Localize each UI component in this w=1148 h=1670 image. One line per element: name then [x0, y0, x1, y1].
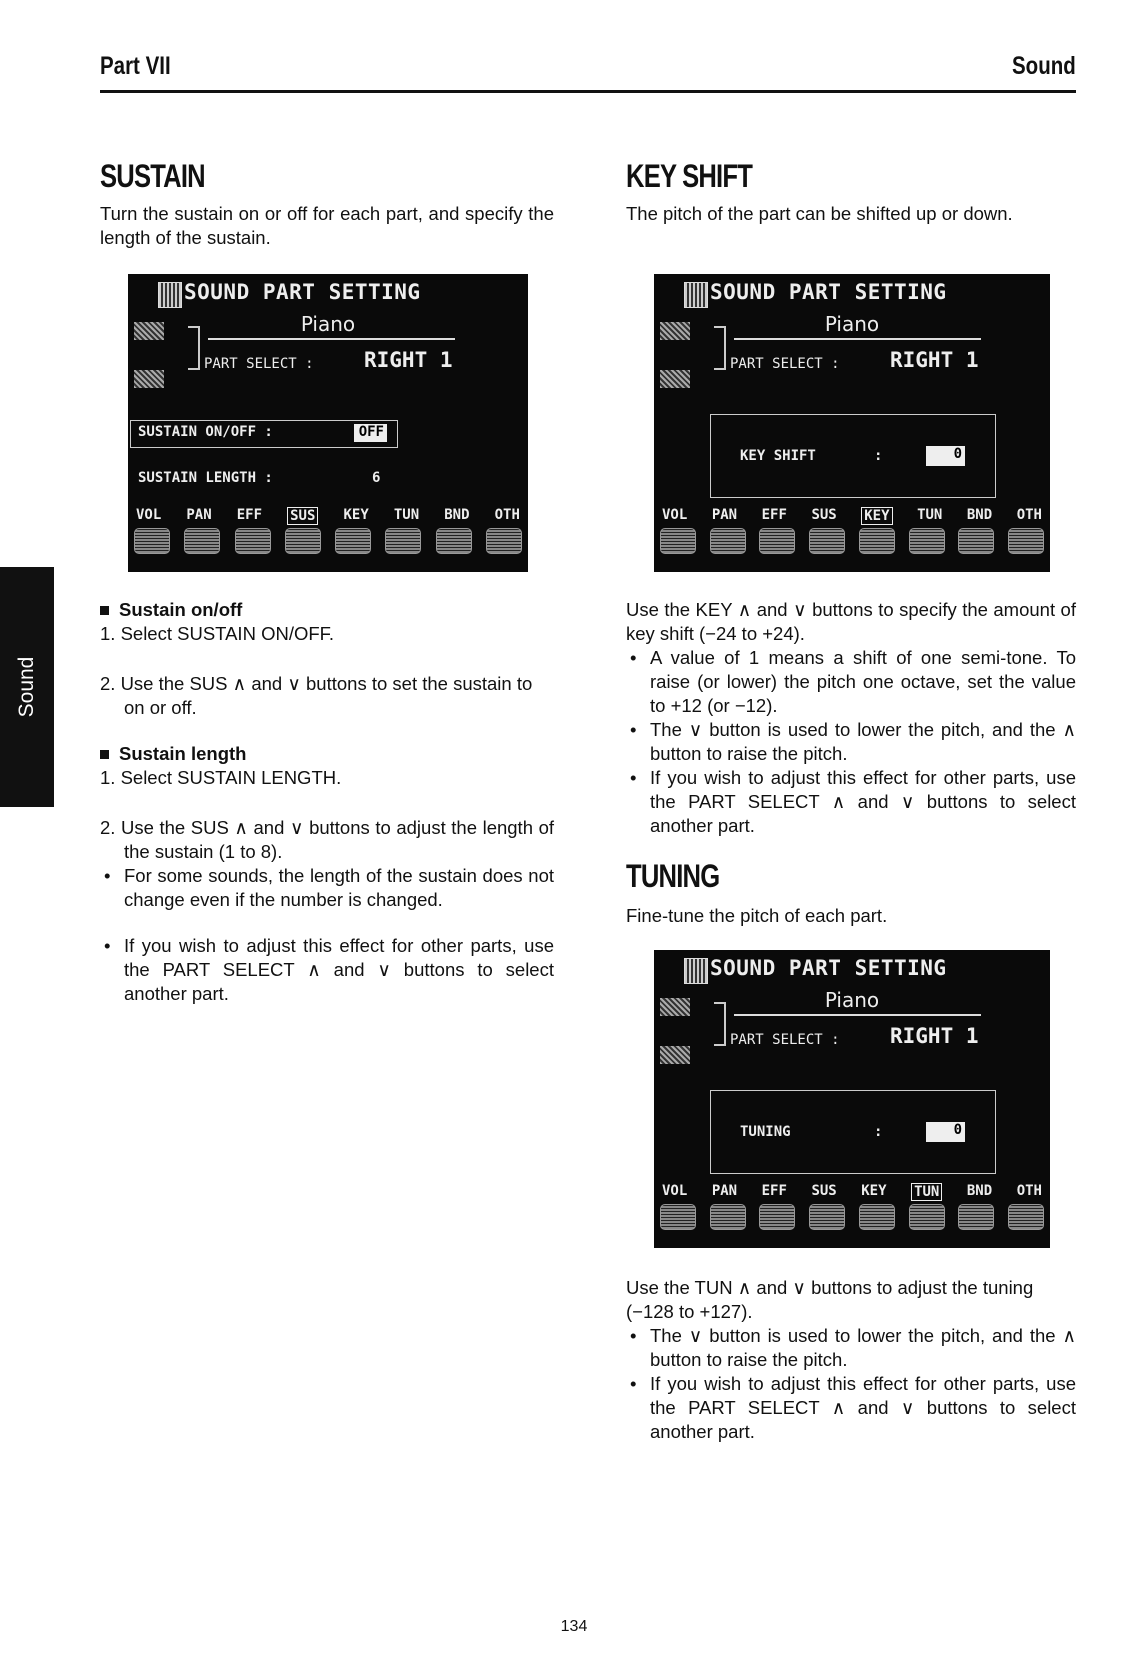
- tab-vol[interactable]: VOL: [662, 507, 688, 523]
- tab-sus[interactable]: SUS: [811, 507, 837, 523]
- keyshift-text: [626, 598, 1076, 838]
- sustain-onoff-heading: Sustain on/off: [100, 598, 554, 622]
- keyshift-colon: :: [874, 448, 883, 464]
- oth-button[interactable]: [486, 528, 522, 554]
- lcd-underline: [734, 1014, 981, 1016]
- lcd-sound-name: Piano: [824, 312, 880, 336]
- side-tab-label: Sound: [15, 656, 38, 718]
- lcd-sound-name: Piano: [300, 312, 356, 336]
- tab-key[interactable]: KEY: [343, 507, 369, 523]
- pan-button[interactable]: [710, 528, 746, 554]
- lcd-buttons: [660, 528, 1044, 554]
- lcd-underline: [734, 338, 981, 340]
- eff-button[interactable]: [759, 528, 795, 554]
- sustain-note-2: • If you wish to adjust this effect for other parts, use the PART SELECT ∧ and ∨ buttons to select another part.: [100, 934, 554, 1006]
- key-button[interactable]: [859, 1204, 895, 1230]
- eff-button[interactable]: [235, 528, 271, 554]
- sustain-steps: [100, 598, 554, 1006]
- pan-button[interactable]: [710, 1204, 746, 1230]
- sustain-length-heading: Sustain length: [100, 742, 554, 766]
- oth-button[interactable]: [1008, 528, 1044, 554]
- eff-button[interactable]: [759, 1204, 795, 1230]
- tun-button[interactable]: [909, 528, 945, 554]
- tab-sus[interactable]: SUS: [811, 1183, 837, 1199]
- tab-tun[interactable]: TUN: [911, 1183, 942, 1201]
- lcd-tuning: [654, 950, 1050, 1248]
- vol-button[interactable]: [134, 528, 170, 554]
- tab-tun[interactable]: TUN: [917, 507, 943, 523]
- tab-eff[interactable]: EFF: [236, 507, 263, 523]
- keyshift-note-2: • The ∨ button is used to lower the pitch, and the ∧ button to raise the pitch.: [626, 718, 1076, 766]
- tab-oth[interactable]: OTH: [1016, 507, 1042, 523]
- sustain-step-2: 2. Use the SUS ∧ and ∨ buttons to set the sustain to on or off.: [100, 673, 533, 718]
- part-select-button[interactable]: [134, 370, 164, 388]
- bnd-button[interactable]: [958, 528, 994, 554]
- header-part: Part VII: [100, 52, 171, 80]
- sound-select-button[interactable]: [660, 998, 690, 1016]
- header-section: Sound: [1012, 52, 1076, 80]
- sustain-note-1: • For some sounds, the length of the sustain does not change even if the number is changed.: [100, 864, 554, 912]
- page-number: 134: [560, 1618, 588, 1635]
- part-select-button[interactable]: [660, 1046, 690, 1064]
- part-select-button[interactable]: [660, 370, 690, 388]
- tab-oth[interactable]: OTH: [1016, 1183, 1042, 1199]
- tab-tun[interactable]: TUN: [393, 507, 420, 523]
- side-tab: [0, 567, 54, 807]
- sustain-onoff-label[interactable]: SUSTAIN ON/OFF :: [138, 424, 273, 440]
- sound-select-button[interactable]: [660, 322, 690, 340]
- tab-sus[interactable]: SUS: [287, 507, 318, 525]
- sus-button[interactable]: [809, 528, 845, 554]
- lcd-part-value: RIGHT 1: [890, 348, 979, 372]
- tuning-intro: Fine-tune the pitch of each part.: [626, 905, 888, 926]
- bnd-button[interactable]: [958, 1204, 994, 1230]
- sound-select-button[interactable]: [134, 322, 164, 340]
- pan-button[interactable]: [184, 528, 220, 554]
- keyshift-note-3: • If you wish to adjust this effect for other parts, use the PART SELECT ∧ and ∨ buttons to select another part.: [626, 766, 1076, 838]
- lcd-title: SOUND PART SETTING: [710, 956, 947, 980]
- keyshift-para: Use the KEY ∧ and ∨ buttons to specify the amount of key shift (−24 to +24).: [626, 599, 1076, 644]
- tab-vol[interactable]: VOL: [662, 1183, 688, 1199]
- tab-key[interactable]: KEY: [861, 1183, 887, 1199]
- keyshift-note-1: • A value of 1 means a shift of one semi-tone. To raise (or lower) the pitch one octave, set the value to +12 (or −12).: [626, 646, 1076, 718]
- keyshift-value: 0: [926, 446, 965, 466]
- oth-button[interactable]: [1008, 1204, 1044, 1230]
- vol-button[interactable]: [660, 528, 696, 554]
- tab-key[interactable]: KEY: [861, 507, 892, 525]
- tab-vol[interactable]: VOL: [136, 507, 162, 523]
- sustain-length-label[interactable]: SUSTAIN LENGTH :: [138, 470, 273, 486]
- tab-bnd[interactable]: BND: [966, 507, 993, 523]
- lcd-bracket: [714, 326, 726, 370]
- sus-button[interactable]: [809, 1204, 845, 1230]
- sustain-length-step-2: 2. Use the SUS ∧ and ∨ buttons to adjust the length of the sustain (1 to 8).: [100, 817, 554, 862]
- tuning-title: TUNING: [626, 858, 720, 894]
- tab-bnd[interactable]: BND: [444, 507, 470, 523]
- vol-button[interactable]: [660, 1204, 696, 1230]
- lcd-sound-name: Piano: [824, 988, 880, 1012]
- keyshift-title: KEY SHIFT: [626, 158, 753, 194]
- tuning-value: 0: [926, 1122, 965, 1142]
- lcd-title: SOUND PART SETTING: [184, 280, 421, 304]
- keyshift-intro: The pitch of the part can be shifted up or down.: [626, 203, 1013, 224]
- tuning-colon: :: [874, 1124, 883, 1140]
- tab-pan[interactable]: PAN: [711, 1183, 738, 1199]
- header-rule: [100, 90, 1076, 93]
- lcd-part-value: RIGHT 1: [890, 1024, 979, 1048]
- sus-button[interactable]: [285, 528, 321, 554]
- tuning-label[interactable]: TUNING: [740, 1124, 791, 1140]
- sustain-length-value: 6: [372, 470, 381, 486]
- lcd-buttons: [660, 1204, 1044, 1230]
- keyshift-label[interactable]: KEY SHIFT: [740, 448, 816, 464]
- lcd-sustain: [128, 274, 528, 572]
- sustain-intro: Turn the sustain on or off for each part, and specify the length of the sustain.: [100, 203, 554, 248]
- tab-eff[interactable]: EFF: [761, 1183, 787, 1199]
- tab-pan[interactable]: PAN: [186, 507, 212, 523]
- lcd-tabs: [662, 507, 1042, 525]
- lcd-underline: [208, 338, 455, 340]
- tuning-text: [626, 1276, 1076, 1444]
- lcd-tabs: [662, 1183, 1042, 1201]
- lcd-part-select-label: PART SELECT :: [730, 356, 840, 372]
- sound-icon: [158, 282, 182, 308]
- lcd-buttons: [134, 528, 522, 554]
- key-button[interactable]: [859, 528, 895, 554]
- lcd-bracket: [188, 326, 200, 370]
- tab-pan[interactable]: PAN: [711, 507, 738, 523]
- sustain-onoff-value: OFF: [354, 424, 387, 442]
- tab-bnd[interactable]: BND: [966, 1183, 993, 1199]
- tuning-note-1: • The ∨ button is used to lower the pitch, and the ∧ button to raise the pitch.: [626, 1324, 1076, 1372]
- lcd-part-select-label: PART SELECT :: [204, 356, 314, 372]
- lcd-part-select-label: PART SELECT :: [730, 1032, 840, 1048]
- tuning-note-2: • If you wish to adjust this effect for other parts, use the PART SELECT ∧ and ∨ buttons to select another part.: [626, 1372, 1076, 1444]
- sound-icon: [684, 958, 708, 984]
- lcd-part-value: RIGHT 1: [364, 348, 453, 372]
- tab-eff[interactable]: EFF: [761, 507, 787, 523]
- lcd-keyshift: [654, 274, 1050, 572]
- lcd-tabs: [136, 507, 520, 525]
- key-button[interactable]: [335, 528, 371, 554]
- tun-button[interactable]: [909, 1204, 945, 1230]
- bnd-button[interactable]: [436, 528, 472, 554]
- tun-button[interactable]: [385, 528, 421, 554]
- sustain-step-1: 1. Select SUSTAIN ON/OFF.: [100, 623, 335, 644]
- sustain-title: SUSTAIN: [100, 158, 205, 194]
- tab-oth[interactable]: OTH: [494, 507, 520, 523]
- tuning-para: Use the TUN ∧ and ∨ buttons to adjust the tuning (−128 to +127).: [626, 1277, 1034, 1322]
- lcd-title: SOUND PART SETTING: [710, 280, 947, 304]
- sustain-length-step-1: 1. Select SUSTAIN LENGTH.: [100, 767, 342, 788]
- sound-icon: [684, 282, 708, 308]
- lcd-bracket: [714, 1002, 726, 1046]
